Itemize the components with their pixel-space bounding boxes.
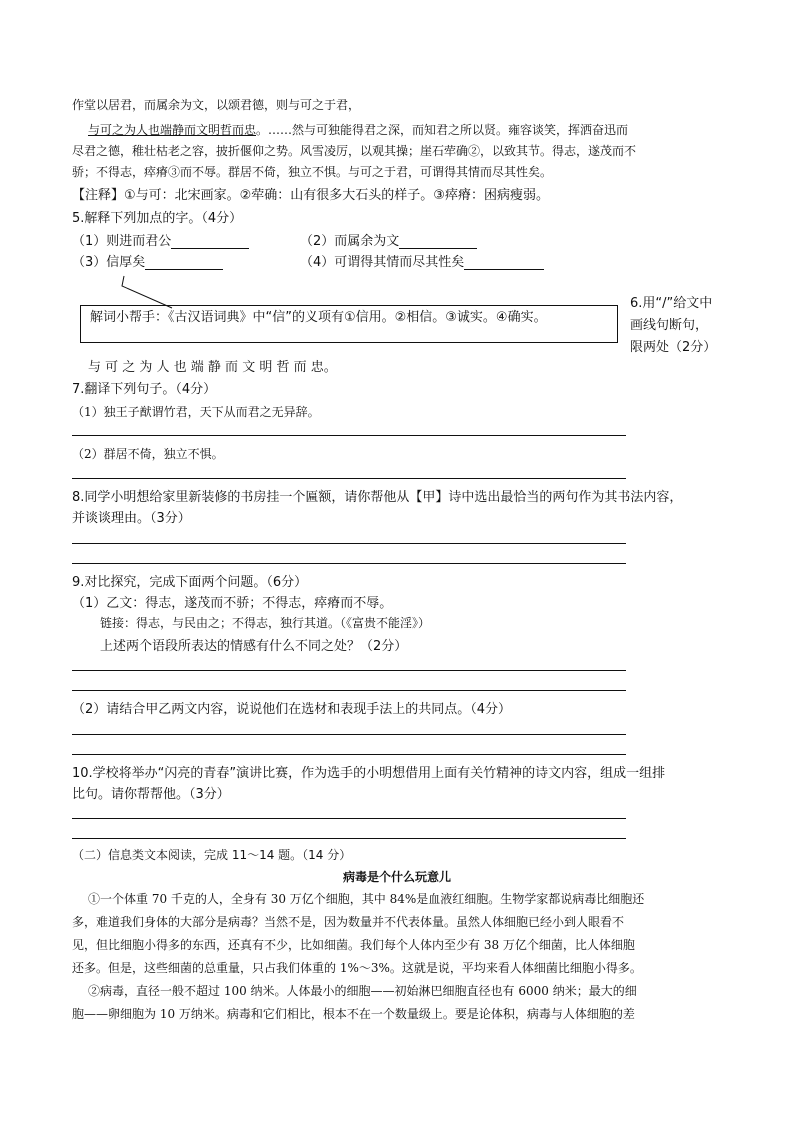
paragraph-1-line-3: 见，但比细胞小得多的东西，还真有不少，比如细菌。我们每个人体内至少有 38 万亿个细菌，比人体细胞 — [72, 938, 635, 952]
q10-line-2: 比句。请你帮帮他。（3分） — [72, 787, 230, 802]
q9-item-1: （1）乙文：得志，遂茂而不骄；不得志，瘁瘠而不辱。 — [72, 596, 393, 611]
paragraph-1-line-1: ①一个体重 70 千克的人，全身有 30 万亿个细胞，其中 84%是血液红细胞。生物学家都说病毒比细胞还 — [88, 892, 645, 906]
q5-title: 5.解释下列加点的字。（4分） — [72, 211, 243, 226]
q6-line-2: 画线句断句， — [630, 318, 709, 333]
q7-item-2: （2）群居不倚，独立不惧。 — [72, 447, 224, 461]
answer-line[interactable] — [72, 670, 626, 671]
q6-line-1: 6.用“/”给文中 — [630, 296, 713, 311]
q5-item-2-text: （2）而属余为文 — [300, 234, 400, 249]
answer-line[interactable] — [72, 435, 626, 436]
q9-ask: 上述两个语段所表达的情感有什么不同之处？（2分） — [100, 639, 408, 654]
passage-line-2 — [88, 121, 628, 138]
q7-title: 7.翻译下列句子。（4分） — [72, 382, 217, 397]
q8-line-2: 并谈谈理由。（3分） — [72, 511, 191, 526]
q5-item-4-text: （4）可谓得其情而尽其性矣 — [300, 255, 465, 270]
answer-blank[interactable] — [464, 255, 544, 270]
q8-line-1: 8.同学小明想给家里新装修的书房挂一个匾额，请你帮他从【甲】诗中选出最恰当的两句作为其书法内容， — [72, 490, 683, 505]
answer-line[interactable] — [72, 543, 626, 544]
passage-line-3: 尽君之德，稚壮枯老之容，披折偃仰之势。风雪凌厉，以观其操；崖石荦确②，以致其节。得志，遂茂而不 — [72, 144, 637, 158]
paragraph-1-line-4: 还多。但是，这些细菌的总重量，只占我们体重的 1%～3%。这就是说，平均来看人体细菌比细胞小得多。 — [72, 961, 642, 975]
helper-box-text: 解词小帮手：《古汉语词典》中“信”的义项有①信用。②相信。③诚实。④确实。 — [90, 310, 547, 325]
q5-item-4 — [300, 251, 544, 270]
answer-blank[interactable] — [171, 234, 249, 249]
q9-title: 9.对比探究，完成下面两个问题。（6分） — [72, 575, 308, 590]
article-title: 病毒是个什么玩意儿 — [342, 870, 451, 884]
q7-item-1: （1）独王子猷谓竹君，天下从而君之无异辞。 — [72, 405, 320, 419]
paragraph-1-line-2: 多，难道我们身体的大部分是病毒？当然不是，因为数量并不代表体量。虽然人体细胞已经小到人眼看不 — [72, 915, 625, 929]
underlined-sentence: 与可之为人也端静而文明哲而忠 — [88, 123, 257, 137]
answer-blank[interactable] — [145, 255, 223, 270]
paragraph-2-line-1: ②病毒，直径一般不超过 100 纳米。人体最小的细胞——初始淋巴细胞直径也有 6000 纳米；最大的细 — [88, 984, 637, 998]
passage-line-2-rest: 。……然与可独能得君之深，而知君之所以贤。雍容谈笑，挥洒奋迅而 — [256, 123, 629, 137]
passage-line-4: 骄；不得志，瘁瘠③而不辱。群居不倚，独立不惧。与可之于君，可谓得其情而尽其性矣。 — [72, 165, 553, 179]
answer-line[interactable] — [72, 478, 626, 479]
paragraph-2-line-2: 胞——卵细胞为 10 万纳米。病毒和它们相比，根本不在一个数量级上。要是论体积，病毒与人体细胞的差 — [72, 1007, 635, 1021]
q5-item-1 — [72, 230, 249, 249]
answer-line[interactable] — [72, 690, 626, 691]
answer-line[interactable] — [72, 818, 626, 819]
q6-sentence: 与 可 之 为 人 也 端 静 而 文 明 哲 而 忠。 — [88, 360, 337, 375]
q9-item-2: （2）请结合甲乙两文内容，说说他们在选材和表现手法上的共同点。（4分） — [72, 702, 512, 717]
q9-link: 链接：得志，与民由之；不得志，独行其道。（《富贵不能淫》） — [100, 616, 431, 630]
q5-item-2 — [300, 230, 477, 249]
section-heading: （二）信息类文本阅读，完成 11～14 题。（14 分） — [72, 848, 352, 862]
q5-item-1-text: （1）则进而君公 — [72, 234, 172, 249]
q5-item-3-text: （3）信厚矣 — [72, 255, 146, 270]
answer-line[interactable] — [72, 838, 626, 839]
q5-item-3 — [72, 251, 223, 270]
answer-line[interactable] — [72, 734, 626, 735]
notes: 【注释】①与可：北宋画家。②荦确：山有很多大石头的样子。③瘁瘠：困病瘦弱。 — [72, 188, 549, 203]
answer-line[interactable] — [72, 563, 626, 564]
answer-blank[interactable] — [399, 234, 477, 249]
answer-line[interactable] — [72, 754, 626, 755]
q6-line-3: 限两处（2分） — [630, 340, 717, 355]
q10-line-1: 10.学校将举办“闪亮的青春”演讲比赛，作为选手的小明想借用上面有关竹精神的诗文内容，组成一组排 — [72, 766, 666, 781]
passage-line-1: 作堂以居君，而属余为文，以颂君德，则与可之于君， — [72, 98, 361, 112]
